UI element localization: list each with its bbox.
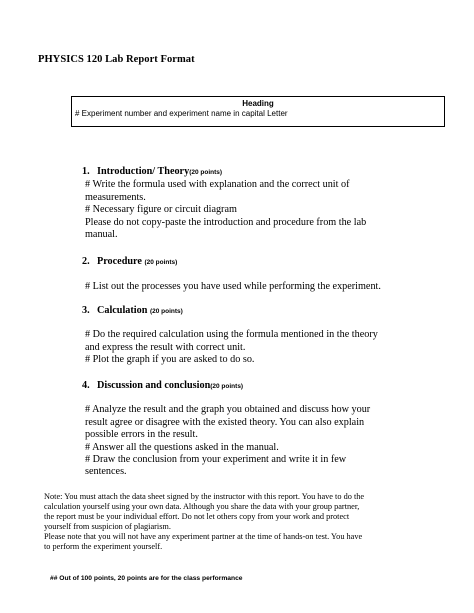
section-number: 3.: [82, 305, 90, 316]
section-discussion: [82, 380, 432, 479]
note-line: to perform the experiment yourself.: [44, 542, 163, 552]
heading-box-subtitle: # Experiment number and experiment name in capital Letter: [75, 109, 288, 118]
section-points: (20 points): [149, 308, 183, 315]
section-body: [85, 179, 432, 241]
note-line: the report must be your individual effort. Do not let others copy from your work and protect: [44, 512, 350, 522]
section-points: (20 points): [189, 169, 223, 176]
note-line: Please note that you will not have any experiment partner at the time of hands-on test. You have: [44, 532, 363, 542]
heading-box: [71, 96, 445, 127]
section-line: # Necessary figure or circuit diagram: [85, 204, 237, 216]
section-title: Discussion and conclusion: [97, 380, 211, 391]
section-line: # Plot the graph if you are asked to do so.: [85, 354, 255, 366]
section-title: Introduction/ Theory: [97, 166, 190, 177]
section-line: # Answer all the questions asked in the manual.: [85, 441, 279, 453]
section-title: Procedure: [97, 256, 142, 267]
note-paragraph: [44, 492, 436, 553]
section-body: [85, 404, 432, 478]
section-line: and express the result with correct unit.: [85, 341, 246, 353]
section-heading: [82, 380, 432, 393]
section-number: 2.: [82, 256, 90, 267]
section-line: Please do not copy-paste the introduction and procedure from the lab: [85, 216, 367, 228]
note-line: Note: You must attach the data sheet signed by the instructor with this report. You have to do the: [44, 492, 365, 501]
note-line: yourself from suspicion of plagiarism.: [44, 522, 171, 532]
section-number: 1.: [82, 166, 90, 177]
section-line: possible errors in the result.: [85, 429, 198, 441]
section-line: # Do the required calculation using the formula mentioned in the theory: [85, 329, 378, 341]
section-title: Calculation: [97, 305, 148, 316]
heading-box-title: Heading: [242, 99, 274, 108]
section-calculation: [82, 305, 432, 367]
section-points: (20 points): [144, 259, 178, 266]
note-line: calculation yourself using your own data. Although you share the data with your group partner,: [44, 502, 360, 512]
section-heading: [82, 166, 432, 179]
section-line: sentences.: [85, 466, 127, 478]
section-introduction: [82, 166, 432, 241]
section-procedure: [82, 256, 432, 294]
section-number: 4.: [82, 380, 90, 391]
document-title: PHYSICS 120 Lab Report Format: [38, 54, 195, 65]
section-line: result agree or disagree with the existed theory. You can also explain: [85, 416, 365, 428]
section-heading: [82, 305, 432, 318]
section-line: # List out the processes you have used while performing the experiment.: [85, 281, 381, 293]
section-line: # Write the formula used with explanation and the correct unit of: [85, 179, 350, 191]
section-line: # Draw the conclusion from your experiment and write it in few: [85, 454, 347, 466]
section-body: [85, 329, 432, 366]
section-body: [85, 281, 432, 293]
section-heading: [82, 256, 432, 269]
section-line: # Analyze the result and the graph you obtained and discuss how your: [85, 404, 371, 416]
section-points: (20 points): [210, 383, 244, 390]
section-line: measurements.: [85, 191, 146, 203]
section-line: manual.: [85, 229, 118, 241]
footer-points-note: ## Out of 100 points, 20 points are for the class performance: [50, 575, 243, 582]
